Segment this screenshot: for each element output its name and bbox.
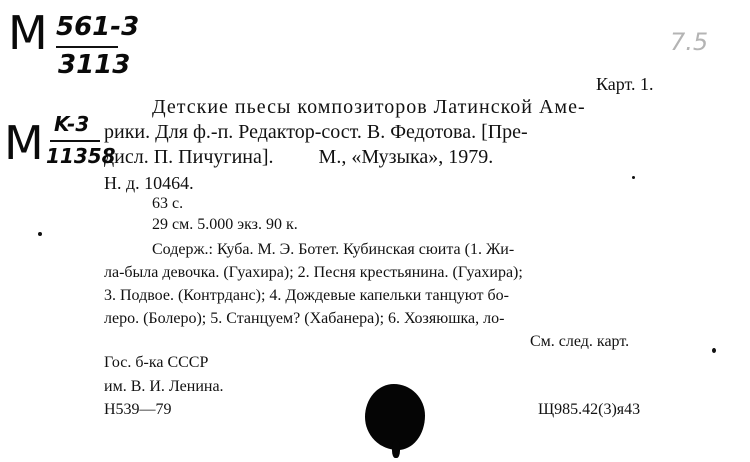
continued-note: См. след. карт. — [530, 333, 630, 350]
speck — [38, 232, 42, 236]
ink-blot-drip — [392, 440, 400, 458]
faint-corner-mark: 7.5 — [670, 28, 709, 56]
speck — [632, 176, 635, 179]
contents-line: леро. (Болеро); 5. Станцуем? (Хабанера); 6. Хозяюшка, ло- — [104, 310, 505, 327]
title-line: рики. Для ф.-п. Редактор-сост. В. Федотова. [Пре- — [104, 121, 528, 143]
card-label: Карт. 1. — [596, 74, 654, 94]
handwritten-shelf-number-mid: K-3 — [54, 112, 90, 136]
title-line: дисл. П. Пичугина]. М., «Музыка», 1979. — [104, 146, 494, 168]
classification-code: Щ985.42(3)я43 — [538, 401, 641, 418]
speck — [712, 348, 716, 353]
handwritten-shelf-number-top: 561-3 — [56, 12, 140, 42]
handwritten-shelf-sub-mid: 11358 — [46, 144, 116, 168]
handwritten-shelf-letter-mid: M — [4, 116, 42, 170]
card-number: Н539—79 — [104, 401, 172, 418]
contents-line: 3. Подвое. (Контрданс); 4. Дождевые капельки танцуют бо- — [104, 287, 509, 304]
size-print-run-price: 29 см. 5.000 экз. 90 к. — [152, 216, 298, 233]
contents-line: ла-была девочка. (Гуахира); 2. Песня крестьянина. (Гуахира); — [104, 264, 523, 281]
handwritten-rule-mid — [50, 140, 100, 142]
publisher-number: Н. д. 10464. — [104, 173, 194, 193]
title-line: Детские пьесы композиторов Латинской Аме- — [152, 96, 586, 118]
library-line: им. В. И. Ленина. — [104, 378, 224, 395]
handwritten-rule-top — [56, 46, 118, 48]
page-count: 63 с. — [152, 195, 184, 212]
handwritten-shelf-letter-top: M — [8, 6, 46, 60]
library-line: Гос. б-ка СССР — [104, 354, 209, 371]
contents-line: Содерж.: Куба. М. Э. Ботет. Кубинская сюита (1. Жи- — [152, 241, 515, 258]
handwritten-shelf-sub-top: 3113 — [58, 50, 131, 80]
